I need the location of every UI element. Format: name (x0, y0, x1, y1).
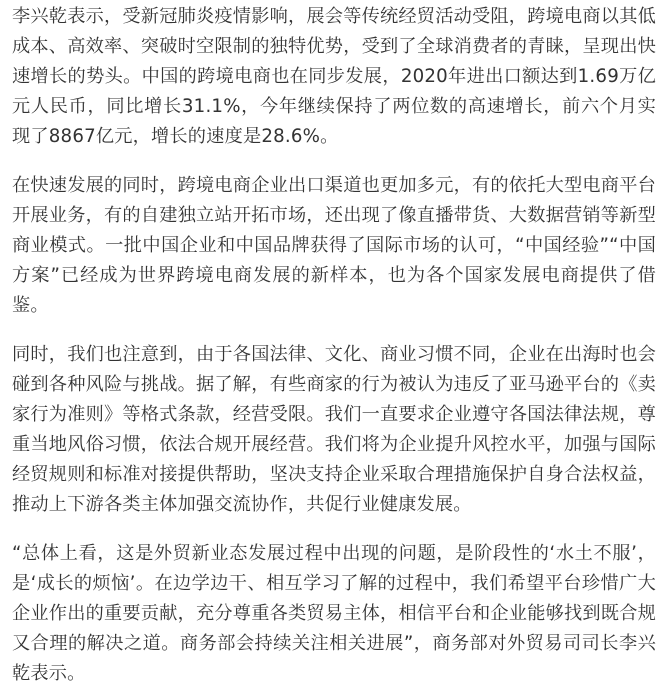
paragraph-4: “总体上看，这是外贸新业态发展过程中出现的问题，是阶段性的‘水土不服’，是‘成长的烦恼’。在边学边干、相互学习了解的过程中，我们希望平台珍惜广大企业作出的重要贡献，充分尊重各类贸易主体，相信平台和企业能够找到既合规又合理的解决之道。商务部会持续关注相关进展”，商务部对外贸易司司长李兴乾表示。 (12, 543, 656, 684)
paragraph-2: 在快速发展的同时，跨境电商企业出口渠道也更加多元，有的依托大型电商平台开展业务，有的自建独立站开拓市场，还出现了像直播带货、大数据营销等新型商业模式。一批中国企业和中国品牌获得了国际市场的认可，“中国经验”“中国方案”已经成为世界跨境电商发展的新样本，也为各个国家发展电商提供了借鉴。 (12, 175, 656, 316)
paragraph-3: 同时，我们也注意到，由于各国法律、文化、商业习惯不同，企业在出海时也会碰到各种风险与挑战。据了解，有些商家的行为被认为违反了亚马逊平台的《卖家行为准则》等格式条款，经营受限。我们一直要求企业遵守各国法律法规，尊重当地风俗习惯，依法合规开展经营。我们将为企业提升风控水平，加强与国际经贸规则和标准对接提供帮助，坚决支持企业采取合理措施保护自身合法权益，推动上下游各类主体加强交流协作，共促行业健康发展。 (12, 344, 656, 515)
paragraph-1: 李兴乾表示，受新冠肺炎疫情影响，展会等传统经贸活动受阻，跨境电商以其低成本、高效率、突破时空限制的独特优势，受到了全球消费者的青睐，呈现出快速增长的势头。中国的跨境电商也在同步发展，2020年进出口额达到1.69万亿元人民币，同比增长31.1%，今年继续保持了两位数的高速增长，前六个月实现了8867亿元，增长的速度是28.6%。 (12, 6, 656, 147)
